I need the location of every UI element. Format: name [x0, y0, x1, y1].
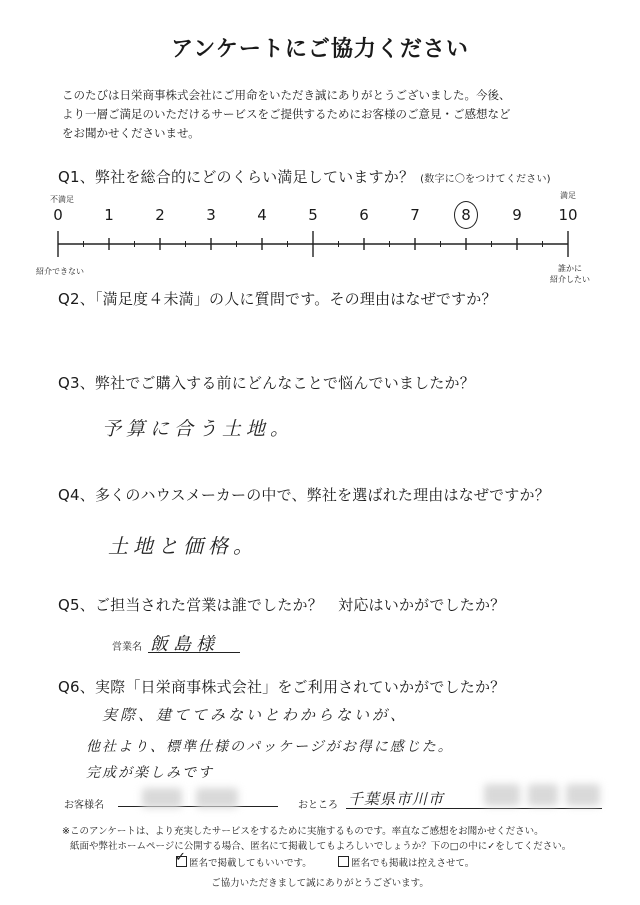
redacted-name-block [196, 788, 238, 808]
consent-option-anonymous[interactable] [176, 856, 312, 872]
scale-number[interactable]: 3 [206, 206, 216, 224]
scale-number[interactable]: 0 [53, 206, 63, 224]
scale-right-label: 満足 [560, 191, 576, 200]
scale-number[interactable]: 5 [308, 206, 318, 224]
scale-below-left-label: 紹介できない [36, 267, 84, 276]
scale-number[interactable]: 4 [257, 206, 267, 224]
scale-below-right-label-2: 紹介したい [550, 275, 590, 284]
sales-name-label: 営業名 [112, 642, 142, 653]
question-3-answer: 予算に合う土地。 [102, 418, 295, 440]
consent-option-anonymous-label: 匿名で掲載してもいいです。 [189, 858, 312, 869]
scale-number[interactable]: 10 [558, 206, 578, 224]
scale-number[interactable]: 6 [359, 206, 369, 224]
consent-option-decline[interactable] [338, 856, 474, 872]
footer-note-2: 紙面や弊社ホームページに公開する場合、匿名にて掲載してもよろしいでしょうか？下の□の中に✓をしてください。 [70, 841, 572, 852]
customer-address-underline [346, 808, 602, 809]
scale-number[interactable]: 2 [155, 206, 165, 224]
customer-name-label: お客様名 [64, 800, 104, 811]
scale-left-label: 不満足 [50, 195, 74, 204]
redacted-name-block [142, 788, 182, 808]
footer-thanks: ご協力いただきまして誠にありがとうございます。 [211, 878, 429, 889]
scale-below-right-label-1: 誰かに [558, 264, 582, 273]
redacted-address-block [528, 784, 558, 806]
question-6-answer-line: 実際、建ててみないとわからないが、 [102, 706, 409, 724]
question-1-text: Q1、弊社を総合的にどのくらい満足していますか？ [58, 168, 415, 186]
scale-number[interactable]: 9 [512, 206, 522, 224]
intro-line: このたびは日栄商事株式会社にご用命をいただき誠にありがとうございました。今後、 [62, 88, 511, 102]
check-mark-icon: ✓ [175, 850, 186, 865]
question-4-answer: 土地と価格。 [108, 534, 258, 558]
question-3-text: Q3、弊社でご購入する前にどんなことで悩んでいましたか？ [58, 374, 475, 392]
redacted-address-block [484, 784, 520, 806]
sales-name-underline [148, 652, 240, 653]
scale-number[interactable]: 7 [410, 206, 420, 224]
redacted-address-block [566, 784, 600, 806]
footer-note-1: ※このアンケートは、より充実したサービスをするために実施するものです。率直なご感想をお聞かせください。 [62, 826, 544, 837]
question-6-answer-line: 完成が楽しみです [86, 765, 214, 781]
scale-number[interactable]: 1 [104, 206, 114, 224]
consent-option-decline-label: 匿名でも掲載は控えさせて。 [351, 858, 475, 869]
sales-name-answer: 飯島様 [150, 634, 219, 655]
question-2-text: Q2、「満足度４未満」の人に質問です。その理由はなぜですか？ [58, 290, 497, 308]
question-1-note: (数字に〇をつけてください) [420, 174, 551, 185]
consent-checkbox-decline[interactable] [338, 856, 349, 867]
customer-address-value: 千葉県市川市 [348, 790, 445, 808]
intro-line: をお聞かせくださいませ。 [62, 126, 200, 140]
question-5-text: Q5、ご担当された営業は誰でしたか？ 対応はいかがでしたか？ [58, 596, 506, 614]
intro-line: より一層ご満足のいただけるサービスをご提供するためにお客様のご意見・ご感想など [62, 107, 511, 121]
question-6-text: Q6、実際「日栄商事株式会社」をご利用されていかがでしたか？ [58, 678, 506, 696]
customer-address-label: おところ [298, 800, 338, 811]
question-6-answer-line: 他社より、標準仕様のパッケージがお得に感じた。 [86, 739, 454, 755]
page-title: アンケートにご協力ください [171, 37, 469, 62]
scale-number[interactable]: 8 [461, 206, 471, 224]
question-4-text: Q4、多くのハウスメーカーの中で、弊社を選ばれた理由はなぜですか？ [58, 486, 550, 504]
